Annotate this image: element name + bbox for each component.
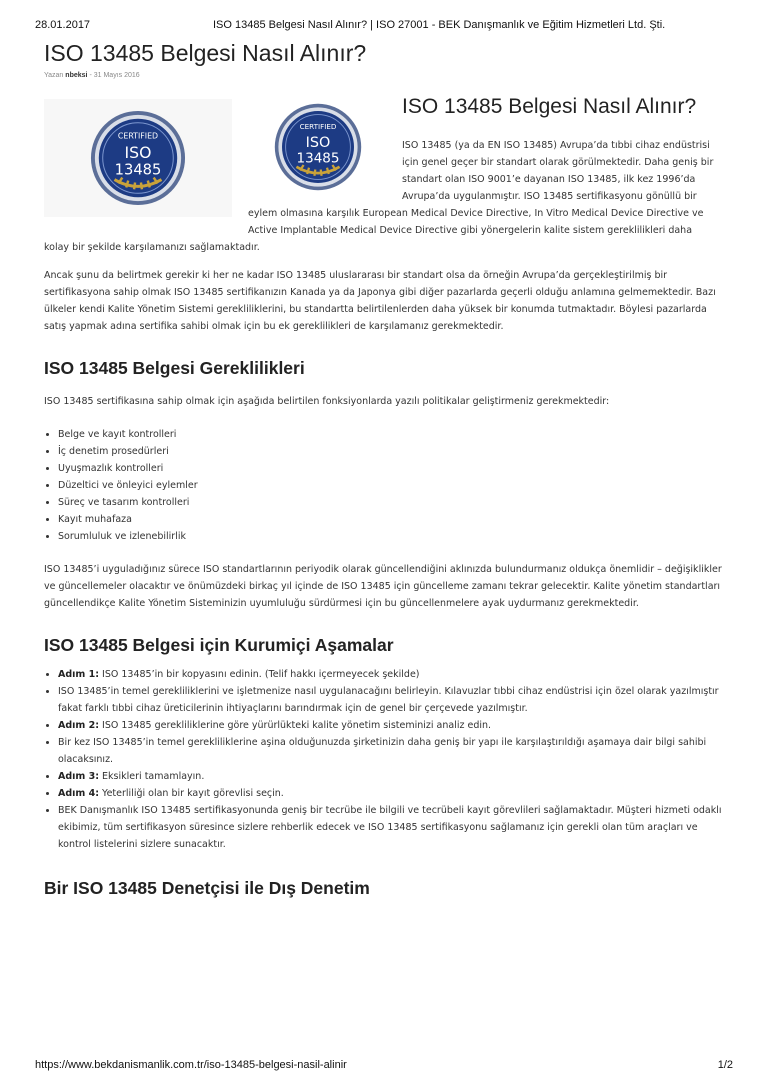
- post-date: 31 Mayıs 2016: [93, 72, 140, 79]
- step-text: Bir kez ISO 13485’in temel gerekliliklerine aşina olduğunuzda şirketinizin daha geniş bir yapı ile karşılaştırıldığı aşamaya dair bilgi sahibi olacaksınız.: [58, 737, 707, 765]
- iso-badge-icon: [273, 102, 363, 192]
- step-label: Adım 4:: [58, 788, 100, 799]
- article: [44, 38, 724, 899]
- intro-line: kolay bir şekilde karşılamanızı sağlamaktadır.: [44, 242, 260, 253]
- step-text: BEK Danışmanlık ISO 13485 sertifikasyonunda geniş bir tecrübe ile bilgili ve tecrübeli kayıt görevlileri sağlamaktadır. Müşteri hizmeti odaklı ekibimiz, tüm sertifikasyon süresince sizlere rehberlik edecek ve ISO 13485 sertifikasyonu sağlamanız için gerekli olan tüm araçları ve kontrol listelerini sizlere sunacaktır.: [58, 805, 722, 850]
- list-item: [58, 717, 724, 734]
- intro-section: [44, 95, 724, 259]
- step-text: Eksikleri tamamlayın.: [99, 771, 205, 782]
- intro-paragraph: ISO 13485 (ya da EN ISO 13485) Avrupa’da tıbbi cihaz endüstrisi için genel geçer bir standart olarak görülmektedir. Daha geniş bir standart olan ISO 9001’e dayanan ISO 13485, ilk kez 1996’da Avrupa’da uygulanmıştır. ISO 13485 sertifikasyonu gönüllü bir: [402, 140, 714, 202]
- list-item: • Sorumluluk ve izlenebilirlik: [58, 528, 724, 545]
- step-text: ISO 13485’in bir kopyasını edinin. (Telif hakkı içermeyecek şekilde): [99, 669, 420, 680]
- byline-separator: -: [89, 72, 92, 79]
- list-item: • Kayıt muhafaza: [58, 511, 724, 528]
- section-heading-requirements: ISO 13485 Belgesi Gereklilikleri: [44, 358, 305, 378]
- print-url: https://www.bekdanismanlik.com.tr/iso-13485-belgesi-nasil-alinir: [35, 1059, 347, 1071]
- print-footer: [35, 1059, 733, 1073]
- intro-line: eylem olmasına karşılık European Medical Device Directive, In Vitro Medical Device Directive ve: [248, 208, 704, 219]
- iso-badge-icon: [89, 109, 187, 207]
- list-item: [58, 683, 724, 717]
- requirements-list: [44, 426, 724, 545]
- intro-continuation: [44, 205, 724, 256]
- badge-number-text: 13485: [296, 150, 340, 167]
- print-page-title: ISO 13485 Belgesi Nasıl Alınır? | ISO 27001 - BEK Danışmanlık ve Eğitim Hizmetleri Ltd. Şti.: [213, 19, 666, 31]
- requirements-intro: ISO 13485 sertifikasına sahip olmak için aşağıda belirtilen fonksiyonlarda yazılı politikalar geliştirmeniz gerekmektedir:: [44, 396, 610, 407]
- post-title: ISO 13485 Belgesi Nasıl Alınır?: [44, 40, 367, 66]
- author-link[interactable]: nbeksi: [65, 72, 88, 79]
- section-heading-external-audit: Bir ISO 13485 Denetçisi ile Dış Denetim: [44, 878, 370, 898]
- list-item: • Düzeltici ve önleyici eylemler: [58, 477, 724, 494]
- list-item: [58, 768, 724, 785]
- list-item: • Uyuşmazlık kontrolleri: [58, 460, 724, 477]
- step-label: Adım 2:: [58, 720, 100, 731]
- list-item: • Belge ve kayıt kontrolleri: [58, 426, 724, 443]
- list-item: [58, 785, 724, 802]
- print-date: 28.01.2017: [35, 19, 91, 31]
- step-text: ISO 13485 gerekliliklerine göre yürürlükteki kalite yönetim sisteminizi analiz edin.: [99, 720, 492, 731]
- step-label: Adım 1:: [58, 669, 100, 680]
- list-item: [58, 666, 724, 683]
- list-item: • İç denetim prosedürleri: [58, 443, 724, 460]
- certified-badge-image-small: [269, 99, 367, 195]
- internal-steps-list: [44, 666, 724, 853]
- list-item: [58, 802, 724, 853]
- list-item: [58, 734, 724, 768]
- intro-line: Active Implantable Medical Device Directive gibi yönergelerin kalite sistem gereklilikleri daha: [248, 225, 693, 236]
- paragraph-markets: Ancak şunu da belirtmek gerekir ki her ne kadar ISO 13485 uluslararası bir standart olsa da örneğin Avrupa’da gerçekleştirilmiş bir sertifikasyona sahip olmak ISO 13485 sertifikanızın Kanada ya da Japonya gibi diğer pazarlarda geçerli olduğu anlamına gelmemektedir. Bazı ülkeler kendi Kalite Yönetim Sistemi gerekliliklerini, bu standartta belirtilenlerden daha yüksek bir konumda tutmaktadır. Böylesi pazarlarda satış yapmak adına sertifika sahibi olmak için bu ek gereklilikleri de karşılamanız gerekmektedir.: [44, 270, 716, 332]
- step-text: Yeterliliği olan bir kayıt görevlisi seçin.: [99, 788, 284, 799]
- list-item: • Süreç ve tasarım kontrolleri: [58, 494, 724, 511]
- intro-title: ISO 13485 Belgesi Nasıl Alınır?: [402, 95, 697, 118]
- byline-prefix: Yazan: [44, 72, 64, 79]
- badge-number-text: 13485: [114, 161, 162, 179]
- badge-top-text: CERTIFIED: [117, 131, 159, 141]
- certified-badge-image-large: [44, 99, 232, 217]
- print-header: [35, 19, 733, 33]
- requirements-outro: ISO 13485’i uyguladığınız sürece ISO standartlarının periyodik olarak güncellendiğini aklınızda bulundurmanız oldukça önemlidir – değişiklikler ve güncellemeler olacaktır ve önümüzdeki birkaç yıl içinde de ISO 13485 için güncelleme zamanı tekrar gelecektir. Kalite yönetim standartları güncellendikçe Kalite Yönetim Sisteminizin uyumluluğu sürdürmesi için bu güncellenmelere ayak uydurmanız gerekmektedir.: [44, 564, 722, 609]
- step-text: ISO 13485’in temel gerekliliklerini ve işletmenize nasıl uygulanacağını belirleyin. Kılavuzlar tıbbi cihaz endüstrisi için özel olarak yazılmıştır fakat farklı tıbbi cihaz üreticilerinin ihtiyaçlarını barındırmak için de genel bir çerçevede yazılmıştır.: [58, 686, 719, 714]
- badge-iso-text: ISO: [124, 143, 152, 162]
- byline: [44, 72, 724, 79]
- step-label: Adım 3:: [58, 771, 100, 782]
- print-page-number: 1/2: [717, 1059, 733, 1071]
- badge-top-text: CERTIFIED: [299, 122, 337, 131]
- section-heading-internal-steps: ISO 13485 Belgesi için Kurumiçi Aşamalar: [44, 635, 394, 655]
- badge-iso-text: ISO: [305, 135, 331, 151]
